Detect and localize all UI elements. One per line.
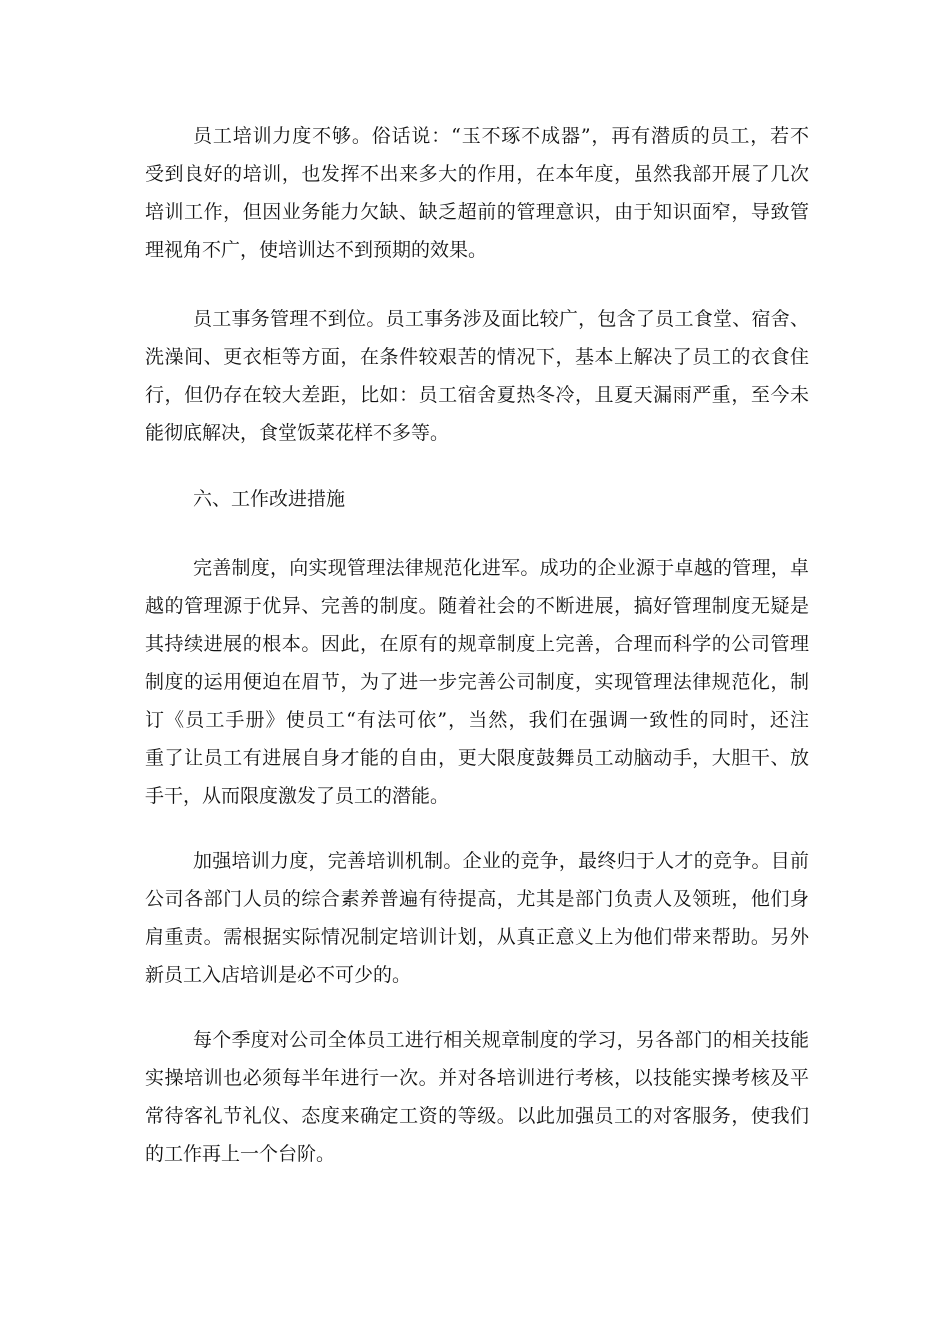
text-line: 越的管理源于优异、完善的制度。随着社会的不断进展，搞好管理制度无疑是 <box>145 595 809 617</box>
text-line: 常待客礼节礼仪、态度来确定工资的等级。以此加强员工的对客服务，使我们 <box>145 1105 809 1127</box>
text-line: 其持续进展的根本。因此，在原有的规章制度上完善，合理而科学的公司管理 <box>145 633 809 655</box>
text-line: 培训工作，但因业务能力欠缺、缺乏超前的管理意识，由于知识面窄，导致管 <box>145 201 809 223</box>
text-line: 订《员工手册》使员工“有法可依”，当然，我们在强调一致性的同时，还注 <box>145 709 809 731</box>
text-line: 重了让员工有进展自身才能的自由，更大限度鼓舞员工动脑动手，大胆干、放 <box>145 747 809 769</box>
text-line: 新员工入店培训是必不可少的。 <box>145 964 412 986</box>
text-line: 洗澡间、更衣柜等方面，在条件较艰苦的情况下，基本上解决了员工的衣食住 <box>145 346 809 368</box>
text-line: 手干，从而限度激发了员工的潜能。 <box>145 785 450 807</box>
section-heading <box>145 480 809 518</box>
paragraph-improve-system <box>145 549 809 815</box>
text-line: 完善制度，向实现管理法律规范化进军。成功的企业源于卓越的管理，卓 <box>193 557 809 579</box>
text-line: 受到良好的培训，也发挥不出来多大的作用，在本年度，虽然我部开展了几次 <box>145 163 809 185</box>
paragraph-strengthen-training <box>145 842 809 994</box>
text-line: 实操培训也必须每半年进行一次。并对各培训进行考核，以技能实操考核及平 <box>145 1067 809 1089</box>
text-line: 制度的运用便迫在眉节，为了进一步完善公司制度，实现管理法律规范化，制 <box>145 671 809 693</box>
text-line: 加强培训力度，完善培训机制。企业的竞争，最终归于人才的竞争。目前 <box>193 850 809 872</box>
text-line: 每个季度对公司全体员工进行相关规章制度的学习，另各部门的相关技能 <box>193 1029 809 1051</box>
text-line: 的工作再上一个台阶。 <box>145 1143 336 1165</box>
text-line: 理视角不广，使培训达不到预期的效果。 <box>145 239 488 261</box>
paragraph-quarterly-study <box>145 1021 809 1173</box>
text-line: 员工事务管理不到位。员工事务涉及面比较广，包含了员工食堂、宿舍、 <box>193 308 809 330</box>
text-line: 员工培训力度不够。俗话说：“玉不琢不成器”，再有潜质的员工，若不 <box>193 125 809 147</box>
section-heading-text: 六、工作改进措施 <box>193 488 346 510</box>
text-line: 公司各部门人员的综合素养普遍有待提高，尤其是部门负责人及领班，他们身 <box>145 888 809 910</box>
paragraph-training-insufficient <box>145 117 809 269</box>
paragraph-affairs-management <box>145 300 809 452</box>
text-line: 行，但仍存在较大差距，比如：员工宿舍夏热冬冷，且夏天漏雨严重，至今未 <box>145 384 809 406</box>
text-line: 能彻底解决，食堂饭菜花样不多等。 <box>145 422 450 444</box>
text-line: 肩重责。需根据实际情况制定培训计划，从真正意义上为他们带来帮助。另外 <box>145 926 809 948</box>
